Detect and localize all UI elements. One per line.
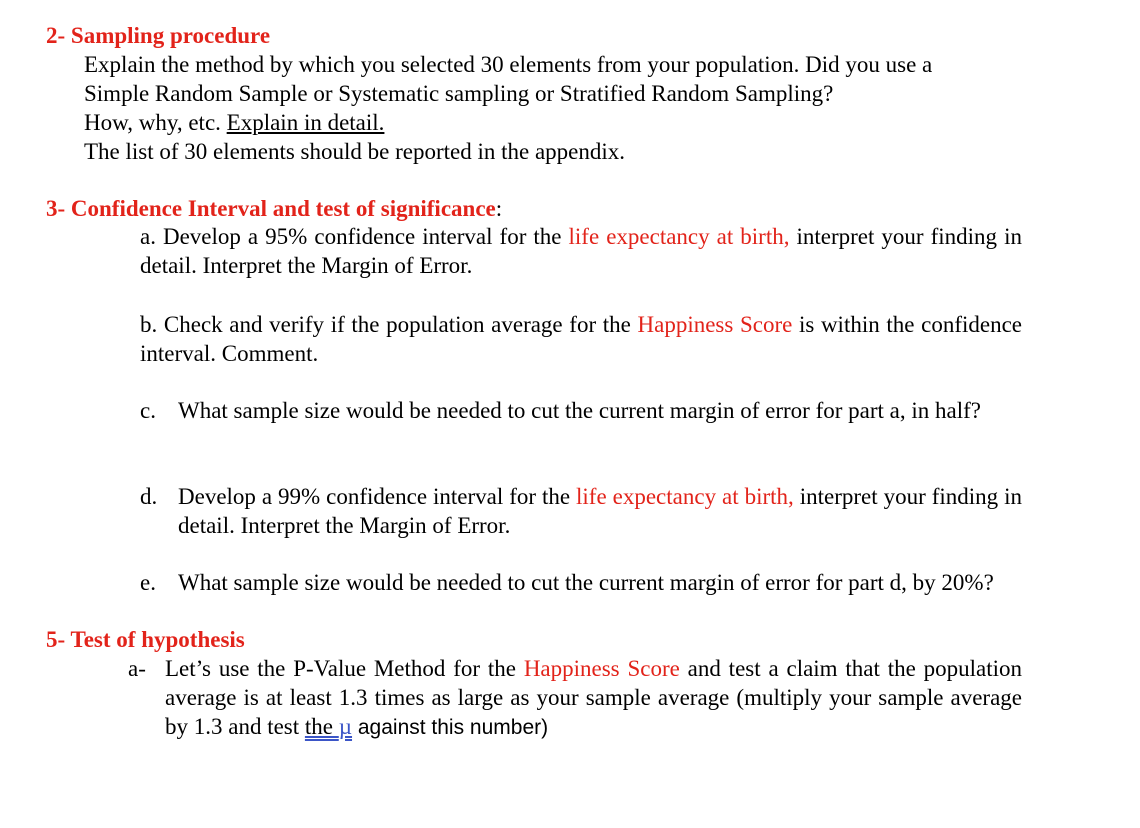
item-5a-text-3: against this number): [352, 716, 549, 739]
item-5a-text-1: Let’s use the P-Value Method for the: [165, 656, 524, 681]
section-3-heading-colon: :: [495, 196, 503, 221]
item-3a: [140, 222, 1022, 280]
item-3d-highlight: life expectancy at birth,: [576, 484, 794, 509]
section-3-heading-text: 3- Confidence Interval and test of significance: [46, 196, 496, 221]
item-3d-text-2: interpret your finding in detail. Interpret the Margin of Error.: [178, 484, 1022, 538]
item-3d-label: d.: [140, 484, 158, 509]
item-3c-label: c.: [140, 398, 156, 423]
section-2-line-3-text: How, why, etc.: [84, 110, 227, 135]
item-5a-text-2: and test a claim that the population average is at least 1.3 times as large as your sample average (multiply your sample average by 1.3 and test: [165, 656, 1023, 739]
item-3d: [178, 482, 1022, 540]
item-3b-highlight: Happiness Score: [637, 312, 793, 337]
section-2-line-4: The list of 30 elements should be reported in the appendix.: [84, 139, 626, 164]
section-2-line-3: [84, 108, 932, 137]
item-3e-text: What sample size would be needed to cut the current margin of error for part d, by 20%?: [178, 570, 994, 595]
section-2-heading: 2- Sampling procedure: [46, 23, 271, 48]
section-2-line-2: Simple Random Sample or Systematic sampling or Stratified Random Sampling?: [84, 81, 834, 106]
item-3b-text-1: b. Check and verify if the population average for the: [140, 312, 638, 337]
item-3c-text: What sample size would be needed to cut the current margin of error for part a, in half?: [178, 398, 981, 423]
item-3a-text-2: interpret your finding in detail. Interpret the Margin of Error.: [140, 224, 1022, 278]
mu-symbol: µ: [338, 714, 353, 739]
item-3a-highlight: life expectancy at birth,: [568, 224, 790, 249]
item-5a-label: a-: [128, 656, 146, 681]
item-5a-highlight: Happiness Score: [523, 656, 680, 681]
item-5a: [165, 654, 1022, 742]
section-3-heading: [46, 194, 502, 223]
item-5a-underlined-the: the: [304, 714, 339, 739]
item-3a-text-1: a. Develop a 95% confidence interval for the: [140, 224, 569, 249]
item-3b-text-2: is within the confidence interval. Comment.: [140, 312, 1022, 366]
section-2-body: [84, 50, 932, 166]
item-3d-text-1: Develop a 99% confidence interval for the: [178, 484, 577, 509]
section-2-line-1: Explain the method by which you selected 30 elements from your population. Did you use a: [84, 52, 933, 77]
explain-in-detail-underlined: Explain in detail.: [226, 110, 385, 135]
item-3e-label: e.: [140, 570, 156, 595]
section-5-heading: 5- Test of hypothesis: [46, 627, 245, 652]
item-3b: [140, 310, 1022, 368]
